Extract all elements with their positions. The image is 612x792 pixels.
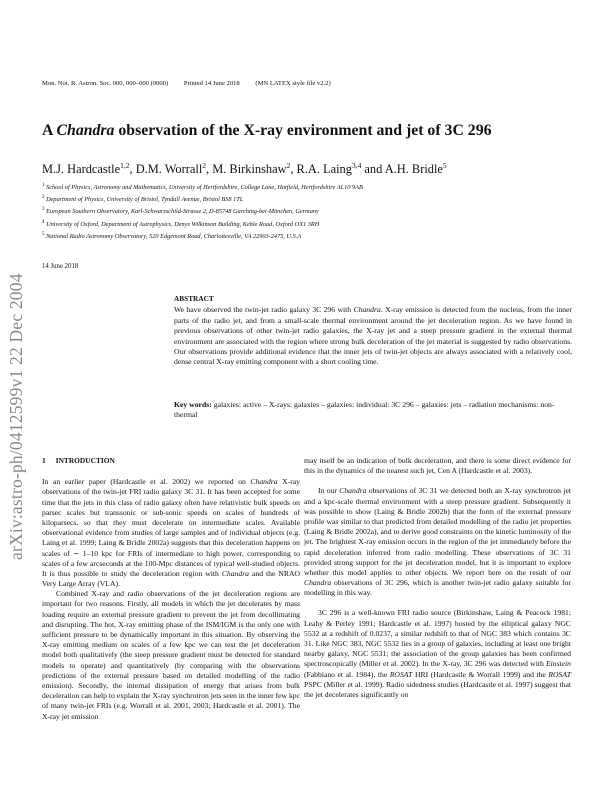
abstract	[174, 294, 572, 368]
paragraph: 3C 296 is a well-known FRI radio source (Birkinshaw, Laing & Peacock 1981; Leahy & Perley 1991; Hardcastle et al. 1997) hosted by the elliptical galaxy NGC 5532 at a redshift of 0.0237, a similar redshift to that of NGC 383 which contains 3C 31. Like NGC 383, NGC 5532 lies in a group of galaxies, including at least one bright nearby galaxy, NGC 5531; the association of the group galaxies has been confirmed spectroscopically (Miller et al. 2002). In the X-ray, 3C 296 was detected with Einstein (Fabbiano et al. 1984), the ROSAT HRI (Hardcastle & Worrall 1999) and the ROSAT PSPC (Miller et al. 1999). Radio sidedness studies (Hardcastle et al. 1997) suggest that the jet decelerates significantly on	[304, 608, 571, 699]
title-prefix: A	[42, 122, 57, 139]
journal-citation: Mon. Not. R. Astron. Soc. 000, 000–000 (0000)	[42, 80, 169, 87]
section-heading: 1 INTRODUCTION	[42, 456, 115, 465]
arxiv-stamp: arXiv:astro-ph/0412599v1 22 Dec 2004	[6, 273, 26, 560]
right-column	[304, 456, 571, 700]
affiliation: $^3$ European Southern Observatory, Karl-Schwarzschild-Strasse 2, D-85748 Garching-bei-München, Germany	[42, 207, 319, 216]
keywords	[174, 400, 572, 421]
left-column	[42, 456, 300, 722]
abstract-heading: ABSTRACT	[174, 294, 214, 303]
author: A.H. Bridle$^5$	[384, 161, 447, 177]
author: M. Birkinshaw$^2$,	[212, 161, 297, 177]
style-file: (MN LATEX style file v2.2)	[255, 80, 331, 87]
printed-date: Printed 14 June 2018	[183, 80, 240, 87]
paragraph: Combined X-ray and radio observations of the jet deceleration regions are important for two reasons. Firstly, all models in which the jet decelerates by mass loading require an external pressure gradient to prevent the jet from decollimating and disrupting. The hot, X-ray emitting phase of the ISM/IGM is the only one with sufficient pressure to be dynamically important in this situation. By observing the X-ray emitting medium on scales of a few kpc we can test the jet deceleration model both qualitatively (the steep pressure gradient must be detected for standard models to operate) and quantitatively (by comparing with the observations predictions of the external pressure based on detailed modelling of the radio emission). Secondly, the internal dissipation of energy that arises from bulk deceleration can help to explain the X-ray synchrotron jets seen in the inner few kpc of many twin-jet FRIs (e.g. Worrall et al. 2001, 2003; Hardcastle et al. 2001). The X-ray jet emission	[42, 589, 300, 721]
affiliation: $^1$ School of Physics, Astronomy and Mathematics, University of Hertfordshire, College Lane, Hatfield, Hertfordshire AL10 9AB	[42, 183, 363, 192]
title-suffix: observation of the X-ray environment and jet of 3C 296	[114, 122, 492, 139]
title-emph: Chandra	[56, 122, 115, 139]
author: M.J. Hardcastle$^{1,2}$,	[42, 161, 136, 177]
author-list	[42, 161, 447, 177]
affiliation: $^2$ Department of Physics, University of Bristol, Tyndall Avenue, Bristol BS8 1TL	[42, 195, 244, 204]
paper-title	[42, 122, 492, 140]
affiliation: $^4$ University of Oxford, Department of Astrophysics, Denys Wilkinson Building, Keble Road, Oxford OX1 3RH	[42, 219, 320, 228]
abstract-text: We have observed the twin-jet radio galaxy 3C 296 with Chandra. X-ray emission is detected from the nucleus, from the inner parts of the radio jet, and from a small-scale thermal environment around the jet deceleration region. As we have found in previous observations of other twin-jet radio galaxies, the X-ray jet and a steep pressure gradient in the external thermal environment are associated with the region where strong bulk deceleration of the jet material is suggested by radio observations. Our observations provide additional evidence that the inner jets of twin-jet objects are always associated with a relatively cool, dense central X-ray emitting component with a short cooling time.	[174, 305, 572, 367]
paragraph: In an earlier paper (Hardcastle et al. 2002) we reported on Chandra X-ray observations of the twin-jet FRI radio galaxy 3C 31. It has been accepted for some time that the jets in this class of radio galaxy often have relativistic bulk speeds on parsec scales but transsonic or sub-sonic speeds on scales of hundreds of kiloparsecs, so that they must decelerate on intermediate scales. Available observational evidence from studies of large samples and of individual objects (e.g. Laing et al. 1999; Laing & Bridle 2002a) suggests that this deceleration happens on scales of ∼ 1–10 kpc for FRIs of intermediate to high power, corresponding to scales of a few arcseconds at the 100-Mpc distances of typical well-studied objects. It is thus possible to study the deceleration region with Chandra and the NRAO Very Large Array (VLA).	[42, 477, 300, 589]
author: R.A. Laing$^{3,4}$ and	[296, 161, 385, 177]
running-header	[42, 80, 345, 87]
keywords-label: Key words:	[174, 400, 212, 409]
author: D.M. Worrall$^2$,	[135, 161, 213, 177]
keywords-text: galaxies: active – X-rays: galaxies – galaxies: individual: 3C 296 – galaxies: jets – radiation mechanisms: non-thermal	[174, 400, 555, 420]
affiliations	[42, 181, 363, 242]
paragraph: may itself be an indication of bulk deceleration, and there is some direct evidence for this in the dynamics of the nearest such jet, Cen A (Hardcastle et al. 2003).	[304, 456, 571, 476]
paragraph: In our Chandra observations of 3C 31 we detected both an X-ray synchrotron jet and a kpc-scale thermal environment with a steep pressure gradient. Subsequently it was possible to show (Laing & Bridle 2002b) that the form of the external pressure profile was similar to that predicted from detailed modelling of the radio jet properties (Laing & Bridle 2002a), and to derive good constraints on the kinetic luminosity of the jet. The brightest X-ray emission occurs in the region of the jet immediately before the rapid deceleration inferred from radio modelling. These observations of 3C 31 provided strong support for the jet deceleration model, but it is important to explore whether this model applies to other objects. We report here on the result of our Chandra observations of 3C 296, which is another twin-jet radio galaxy suitable for modelling in this way.	[304, 486, 571, 598]
affiliation: $^5$ National Radio Astronomy Observatory, 520 Edgemont Road, Charlottesville, VA 22903-2475, U.S.A	[42, 231, 302, 240]
paper-date: 14 June 2018	[42, 263, 79, 270]
